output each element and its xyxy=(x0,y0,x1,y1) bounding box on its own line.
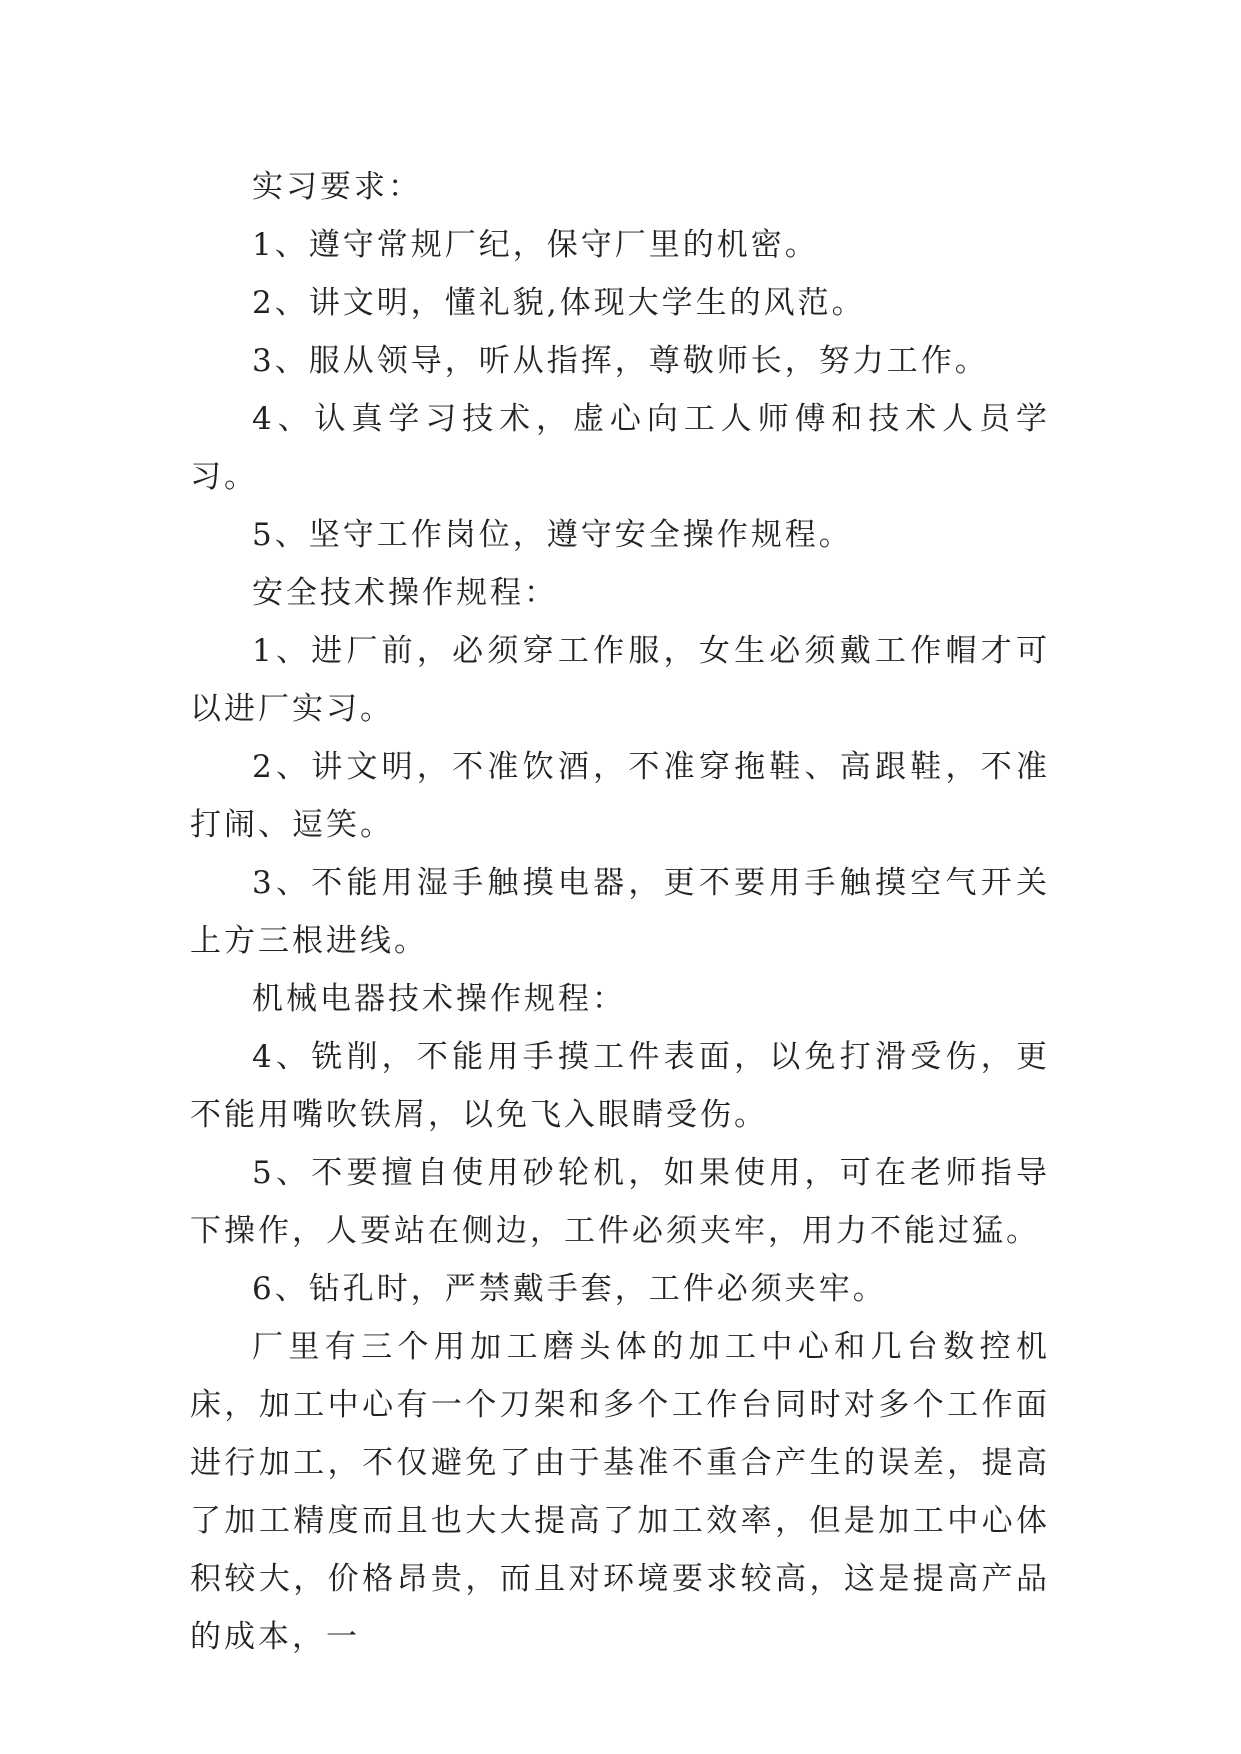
section-heading-internship-requirements: 实习要求： xyxy=(252,169,422,205)
requirement-item-2: 2、讲文明，懂礼貌,体现大学生的风范。 xyxy=(252,285,866,321)
requirement-item-3: 3、服从领导，听从指挥，尊敬师长，努力工作。 xyxy=(252,343,989,379)
machinery-rule-6: 6、钻孔时，严禁戴手套，工件必须夹牢。 xyxy=(252,1271,887,1307)
safety-rule-1: 1、进厂前，必须穿工作服，女生必须戴工作帽才可以进厂实习。 xyxy=(190,633,1050,727)
safety-rule-2: 2、讲文明，不准饮酒，不准穿拖鞋、高跟鞋，不准打闹、逗笑。 xyxy=(190,749,1050,843)
requirement-item-5: 5、坚守工作岗位，遵守安全操作规程。 xyxy=(252,517,853,553)
section-heading-safety-rules: 安全技术操作规程： xyxy=(252,575,558,611)
body-paragraph-machining-center: 厂里有三个用加工磨头体的加工中心和几台数控机床，加工中心有一个刀架和多个工作台同时对多个工作面进行加工，不仅避免了由于基准不重合产生的误差，提高了加工精度而且也大大提高了加工效率，但是加工中心体积较大，价格昂贵，而且对环境要求较高，这是提高产品的成本，一 xyxy=(190,1329,1050,1655)
machinery-rule-5: 5、不要擅自使用砂轮机，如果使用，可在老师指导下操作，人要站在侧边，工件必须夹牢，用力不能过猛。 xyxy=(190,1155,1050,1249)
requirement-item-4: 4、认真学习技术，虚心向工人师傅和技术人员学习。 xyxy=(190,401,1050,495)
safety-rule-3: 3、不能用湿手触摸电器，更不要用手触摸空气开关上方三根进线。 xyxy=(190,865,1050,959)
requirement-item-1: 1、遵守常规厂纪，保守厂里的机密。 xyxy=(252,227,819,263)
machinery-rule-4: 4、铣削，不能用手摸工件表面，以免打滑受伤，更不能用嘴吹铁屑，以免飞入眼睛受伤。 xyxy=(190,1039,1050,1133)
document-body xyxy=(190,158,1050,1666)
section-heading-machinery-rules: 机械电器技术操作规程： xyxy=(252,981,626,1017)
